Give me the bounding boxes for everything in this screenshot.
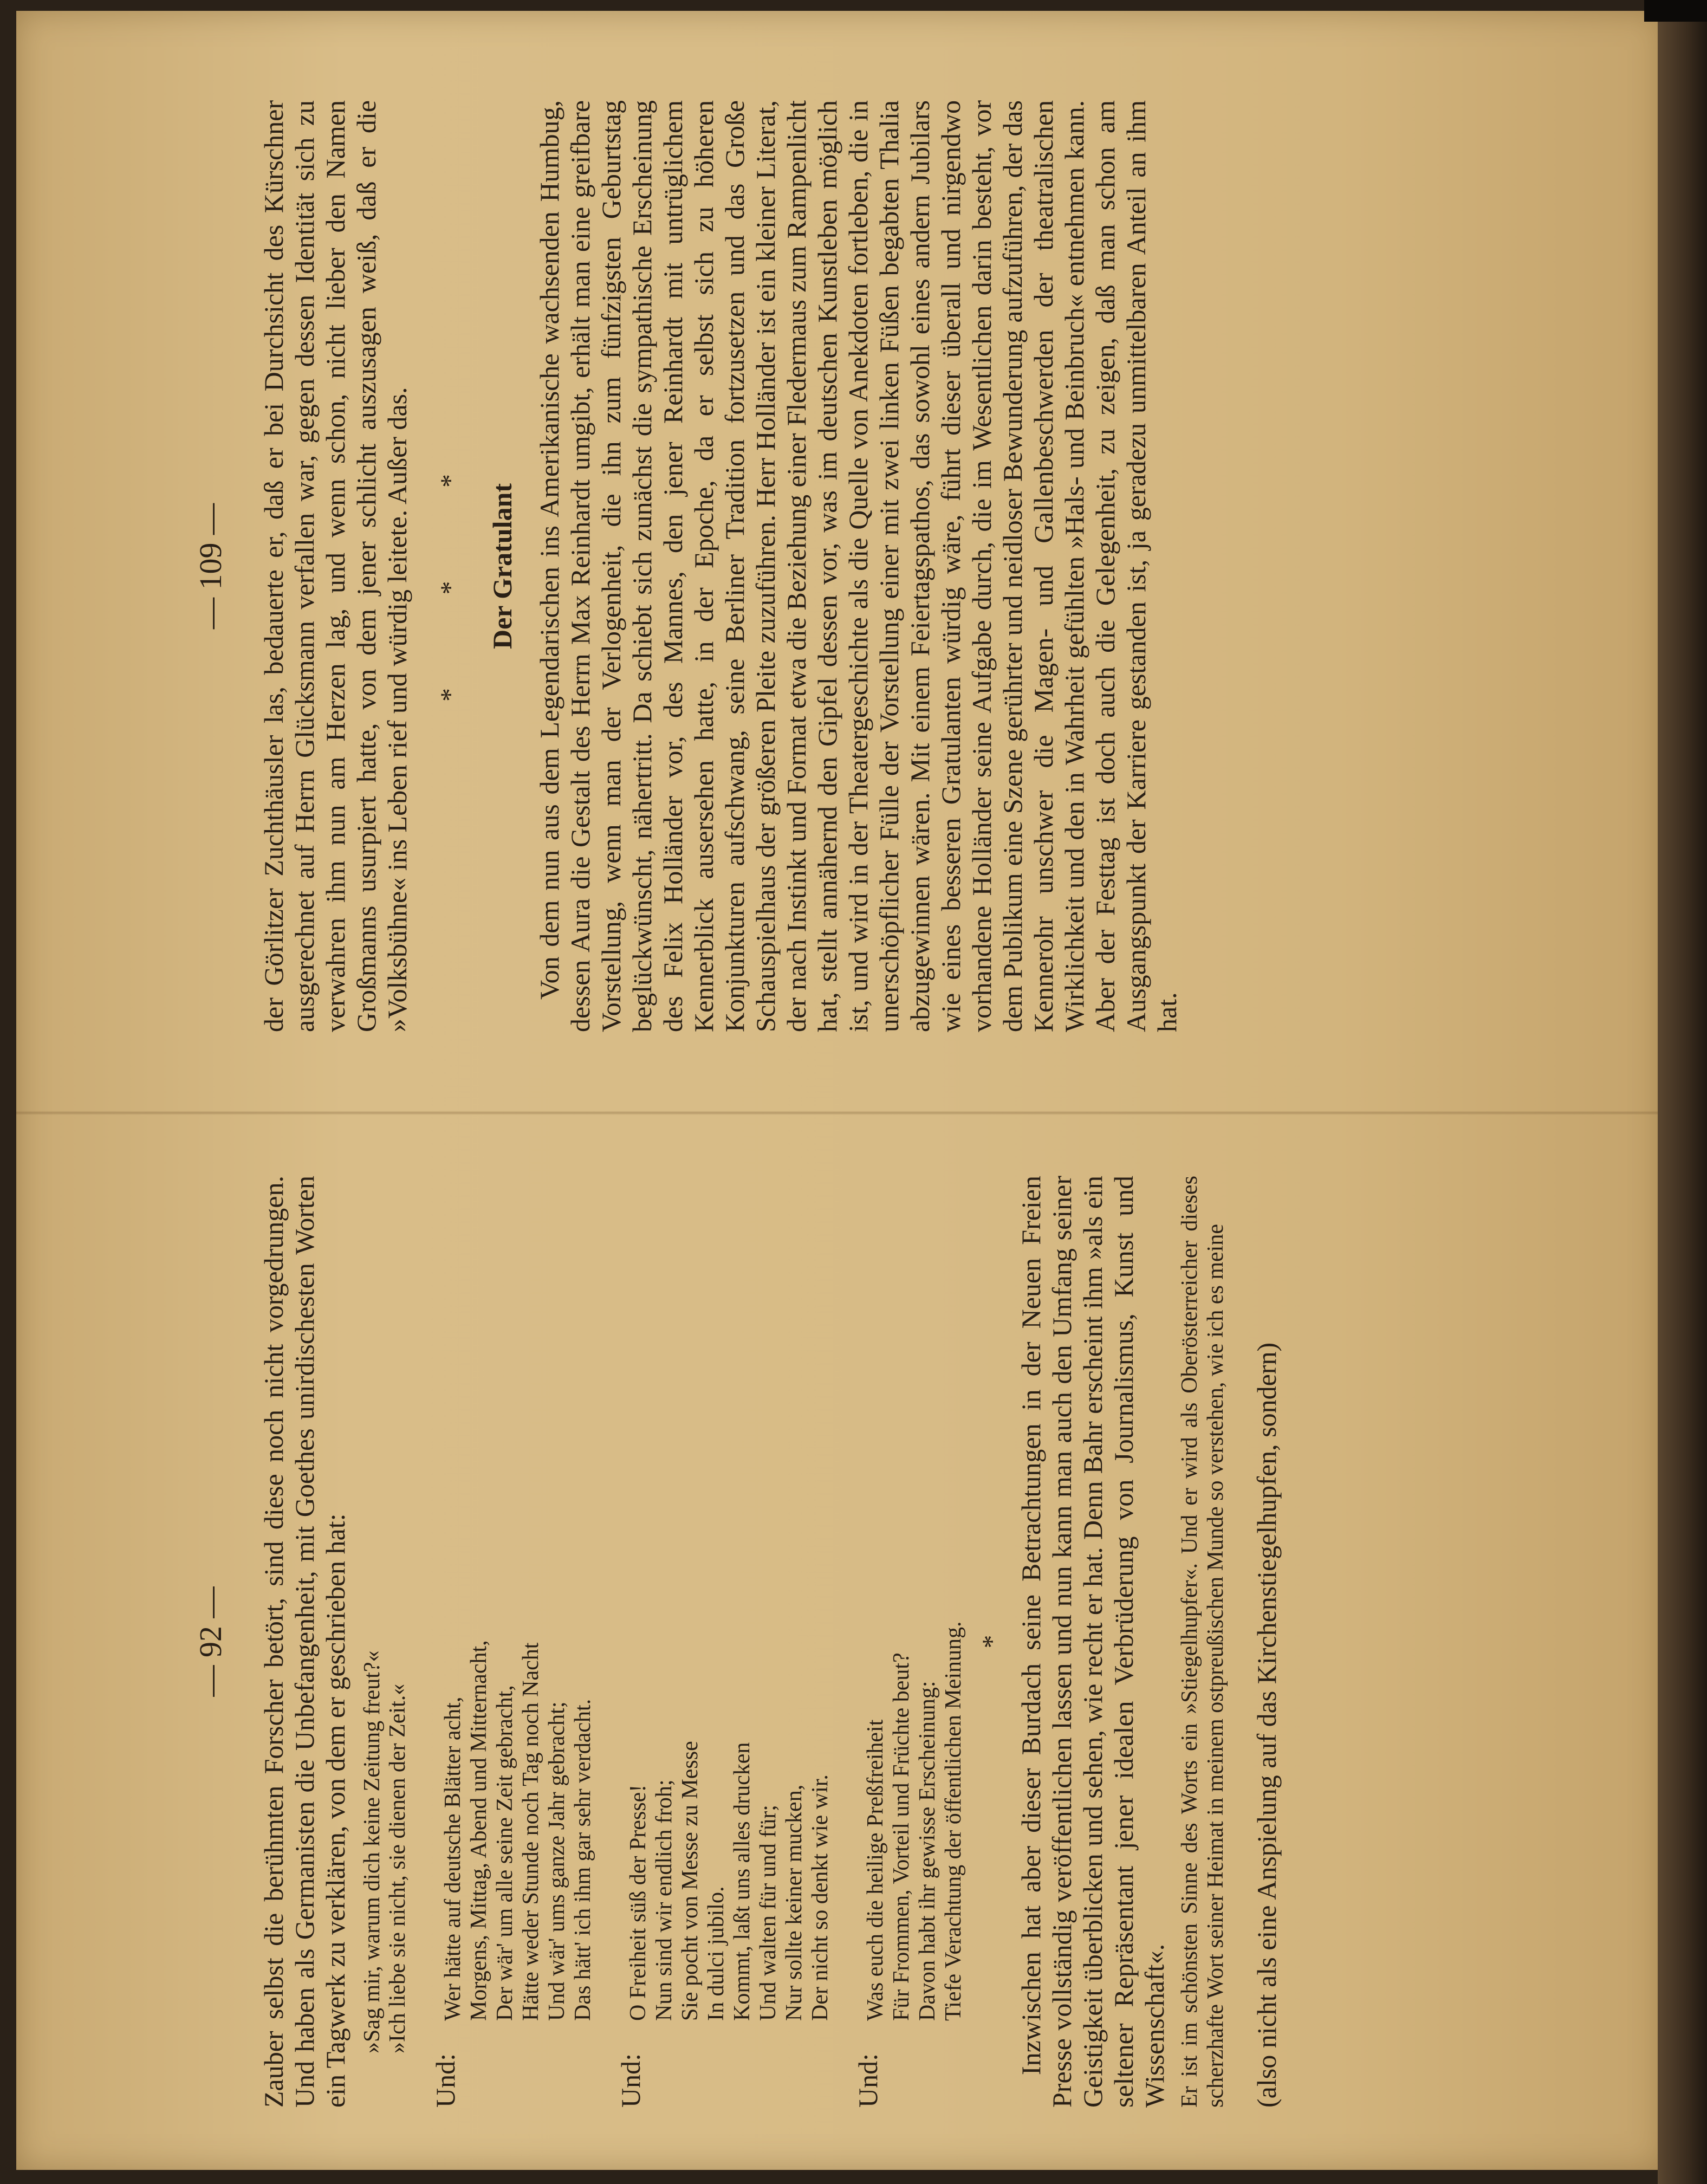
scan-background-corner xyxy=(1644,0,1707,22)
page-number: — 109 — xyxy=(193,503,228,629)
und-label: Und: xyxy=(853,2053,883,2108)
paragraph: der Görlitzer Zuchthäusler las, bedauerte er, daß er bei Durchsicht des Kürschner ausgerechnet auf Herrn Glücksmann verfallen war, gegen dessen Identität sich zu verwahren ihm nun am Herzen lag, und wenn schon, nicht lieber den Namen Großmanns usurpiert hatte, von dem jener schlicht auszusagen weiß, daß er die »Volksbühne« ins Leben rief und würdig leitete. Außer das. xyxy=(258,100,412,1032)
poem-block xyxy=(615,1176,833,2108)
closing-paragraph: (also nicht als eine Anspielung auf das Kirchenstiegelhupfen, sondern) xyxy=(1251,1342,1282,2108)
paragraph: Inzwischen hat aber dieser Burdach seine Betrachtungen in der Neuen Freien Presse vollständig veröffentlichen lassen und nun kann man auch den Umfang seiner Geistigkeit überblicken und sehen, wie recht er hat. Denn Bahr erscheint ihm »als ein seltener Repräsentant jener idealen Verbrüderung von Journalismus, Kunst und Wissenschaft«. xyxy=(1016,1176,1170,2108)
poem-line: O Freiheit süß der Presse! xyxy=(626,1784,651,2021)
poem-line: Das hätt' ich ihm gar sehr verdacht. xyxy=(570,1699,595,2021)
page-92 xyxy=(195,1176,1282,2108)
poem-line: In dulci jubilo. xyxy=(704,1886,729,2021)
poem-block xyxy=(430,1176,596,2108)
poem-line: Davon habt ihr gewisse Erscheinung: xyxy=(915,1681,940,2021)
poem-line: Kommt, laßt uns alles drucken xyxy=(730,1742,755,2021)
section-heading: Der Gratulant xyxy=(487,483,517,649)
poem-line: Und wär' ums ganze Jahr gebracht; xyxy=(544,1701,569,2021)
poem-line: Was euch die heilige Preßfreiheit xyxy=(863,1719,888,2021)
quote-line: »Ich liebe sie nicht, sie dienen der Zeit.« xyxy=(385,1683,410,2053)
poem xyxy=(625,1741,833,2021)
poem-line: Tiefe Verachtung der öffentlichen Meinung. xyxy=(941,1621,966,2021)
und-label: Und: xyxy=(615,2053,646,2108)
section-divider-stars: * * * xyxy=(434,431,465,702)
poem-line: Für Frommen, Vorteil und Früchte beut? xyxy=(889,1652,914,2021)
poem-line: Der wär' um alle seine Zeit gebracht, xyxy=(492,1685,517,2021)
poem xyxy=(862,1621,966,2021)
poem-block xyxy=(853,1176,966,2108)
note-paragraph: Er ist im schönsten Sinne des Worts ein »Stiegelhupfer«. Und er wird als Oberösterreicher dieses scherzhafte Wort seiner Heimat in meinem ostpreußischen Munde so verstehen, wie ich es meine xyxy=(1177,1176,1228,2108)
section-divider-asterisk: * xyxy=(976,1635,1007,1649)
book-binding-edge xyxy=(1658,0,1707,2184)
poem-line: Nun sind wir endlich froh; xyxy=(652,1779,677,2021)
poem-line: Morgens, Mittag, Abend und Mitternacht, xyxy=(466,1640,491,2021)
und-label: Und: xyxy=(430,2053,460,2108)
poem-line: Der nicht so denkt wie wir. xyxy=(808,1774,833,2021)
poem-line: Wer hätte auf deutsche Blätter acht, xyxy=(440,1696,465,2021)
page-109 xyxy=(195,100,1183,1032)
page-fold xyxy=(16,1111,1663,1115)
poem-line: Hätte weder Stunde noch Tag noch Nacht xyxy=(518,1642,543,2021)
goethe-quote xyxy=(360,1176,411,2053)
quote-line: »Sag mir, warum dich keine Zeitung freut?« xyxy=(360,1650,385,2053)
paragraph: Von dem nun aus dem Legendarischen ins Amerikanische wachsenden Humbug, dessen Aura die Gestalt des Herrn Max Reinhardt umgibt, erhält man eine greifbare Vorstellung, wenn man der Verlogenheit, die ihn zum fünfzigsten Geburtstag beglückwünscht, nähertritt. Da schiebt sich zunächst die sympathische Erscheinung des Felix Holländer vor, des Mannes, den jener Reinhardt mit untrüglichem Kennerblick ausersehen hatte, in der Epoche, da er selbst sich zu höheren Konjunkturen aufschwang, seine Berliner Tradition fortzusetzen und das Große Schauspielhaus der größeren Pleite zuzuführen. Herr Holländer ist ein kleiner Literat, der nach Instinkt und Format etwa die Beziehung einer Fledermaus zum Rampenlicht hat, stellt annähernd den Gipfel dessen vor, was im deutschen Kunstleben möglich ist, und wird in der Theatergeschichte als die Quelle von Anekdoten fortleben, die in unerschöpflicher Fülle der Vorstellung einer mit zwei linken Füßen begabten Thalia abzugewinnen wären. Mit einem Feiertagspathos, das sowohl eines andern Jubilars wie eines besseren Gratulanten würdig wäre, führt dieser überall und nirgendwo vorhandene Holländer seine Aufgabe durch, die im Wesentlichen darin besteht, vor dem Publikum eine Szene gerührter und neidloser Bewunderung aufzuführen, der das Kennerohr unschwer die Magen- und Gallenbeschwerden der theatralischen Wirklichkeit und den in Wahrheit gefühlten »Hals- und Beinbruch« entnehmen kann. Aber der Festtag ist doch auch die Gelegenheit, zu zeigen, daß man schon am Ausgangspunkt der Karriere gestanden ist, ja geradezu unmittelbaren Anteil an ihm hat. xyxy=(534,100,1182,1032)
poem-line: Sie pocht von Messe zu Messe xyxy=(678,1741,703,2021)
poem-line: Und walten für und für; xyxy=(756,1805,781,2021)
poem-line: Nur sollte keiner mucken, xyxy=(782,1784,807,2021)
page-number: — 92 — xyxy=(193,1586,228,1697)
paragraph: Zauber selbst die berühmten Forscher betört, sind diese noch nicht vorgedrungen. Und haben als Germanisten die Unbefangenheit, mit Goethes unirdischesten Worten ein Tagwerk zu verklären, von dem er geschrieben hat: xyxy=(258,1176,351,2108)
poem xyxy=(440,1640,596,2021)
